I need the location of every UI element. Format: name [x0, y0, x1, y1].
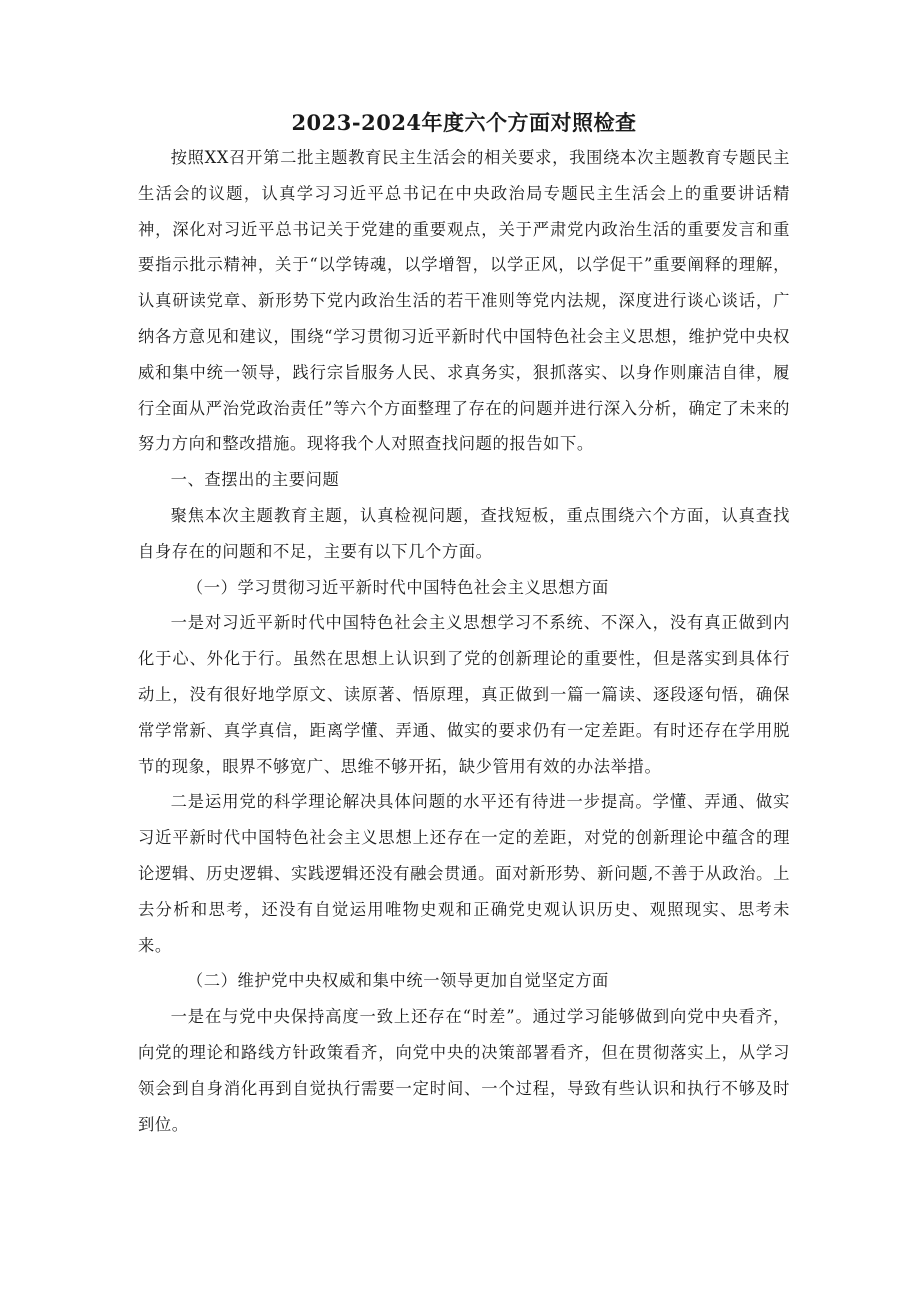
- document-title: 2023-2024年度六个方面对照检查: [291, 110, 637, 135]
- subsection-1-paragraph-1: 一是对习近平新时代中国特色社会主义思想学习不系统、不深入，没有真正做到内化于心、外化于行。虽然在思想上认识到了党的创新理论的重要性，但是落实到具体行动上，没有很好地学原文、读原著、悟原理，真正做到一篇一篇读、逐段逐句悟，确保常学常新、真学真信，距离学懂、弄通、做实的要求仍有一定差距。有时还存在学用脱节的现象，眼界不够宽广、思维不够开拓，缺少管用有效的办法举措。: [138, 613, 790, 776]
- subsection-heading-1: （一）学习贯彻习近平新时代中国特色社会主义思想方面: [186, 577, 609, 597]
- subsection-2-paragraph-1: 一是在与党中央保持高度一致上还存在“时差”。通过学习能够做到向党中央看齐，向党的理论和路线方针政策看齐，向党中央的决策部署看齐，但在贯彻落实上，从学习领会到自身消化再到自觉执行需要一定时间、一个过程，导致有些认识和执行不够及时到位。: [138, 1007, 790, 1134]
- subsection-heading-2: （二）维护党中央权威和集中统一领导更加自觉坚定方面: [186, 971, 609, 991]
- intro-paragraph: 按照XX召开第二批主题教育民主生活会的相关要求，我围绕本次主题教育专题民主生活会的议题，认真学习习近平总书记在中央政治局专题民主生活会上的重要讲话精神，深化对习近平总书记关于党建的重要观点，关于严肃党内政治生活的重要发言和重要指示批示精神，关于“以学铸魂，以学增智，以学正风，以学促干”重要阐释的理解，认真研读党章、新形势下党内政治生活的若干准则等党内法规，深度进行谈心谈话，广纳各方意见和建议，围绕“学习贯彻习近平新时代中国特色社会主义思想，维护党中央权威和集中统一领导，践行宗旨服务人民、求真务实，狠抓落实、以身作则廉洁自律，履行全面从严治党政治责任”等六个方面整理了存在的问题并进行深入分析，确定了未来的努力方向和整改措施。现将我个人对照查找问题的报告如下。: [138, 148, 790, 454]
- section-intro-paragraph: 聚焦本次主题教育主题，认真检视问题，查找短板，重点围绕六个方面，认真查找自身存在的问题和不足，主要有以下几个方面。: [138, 505, 790, 561]
- subsection-1-paragraph-2: 二是运用党的科学理论解决具体问题的水平还有待进一步提高。学懂、弄通、做实习近平新时代中国特色社会主义思想上还存在一定的差距，对党的创新理论中蕴含的理论逻辑、历史逻辑、实践逻辑还没有融会贯通。面对新形势、新问题,不善于从政治。上去分析和思考，还没有自觉运用唯物史观和正确党史观认识历史、观照现实、思考未来。: [138, 792, 790, 955]
- section-heading-1: 一、查摆出的主要问题: [170, 470, 340, 490]
- document-page: [138, 108, 790, 1142]
